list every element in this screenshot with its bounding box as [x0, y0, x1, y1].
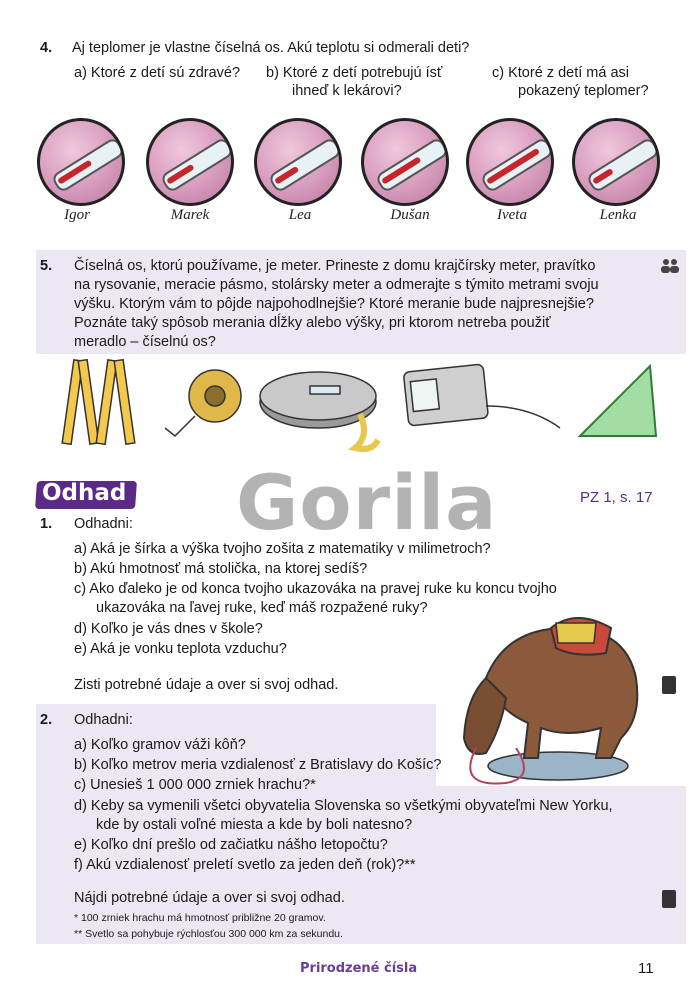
workbook-reference: PZ 1, s. 17 — [580, 489, 653, 506]
list-item: kde by ostali voľné miesta a kde by boli natesno? — [96, 817, 413, 833]
list-item: a) Aká je šírka a výška tvojho zošita z matematiky v milimetroch? — [74, 541, 491, 557]
task-title: Odhadni: — [74, 516, 133, 532]
child-name: Lenka — [599, 207, 637, 223]
list-item: d) Koľko je vás dnes v škole? — [74, 621, 263, 637]
chapter-title: Prirodzené čísla — [300, 961, 418, 976]
list-item: c) Unesieš 1 000 000 zrniek hrachu?* — [74, 777, 316, 793]
subquestion-a: a) Ktoré z detí sú zdravé? — [74, 65, 241, 81]
list-item: d) Keby sa vymenili všetci obyvatelia Slovenska so všetkými obyvateľmi New Yorku, — [74, 798, 613, 814]
child-name: Iveta — [497, 207, 527, 223]
list-item: ukazováka na ľavej ruke, keď máš rozpažené ruky? — [96, 600, 428, 616]
list-item: e) Aká je vonku teplota vzduchu? — [74, 641, 287, 657]
subquestion-b: b) Ktoré z detí potrebujú ísť — [266, 65, 443, 81]
thermometer-image — [572, 118, 660, 206]
task-question: Aj teplomer je vlastne číselná os. Akú teplotu si odmerali deti? — [72, 40, 470, 56]
notebook-icon — [662, 890, 676, 908]
thermometer-image — [466, 118, 554, 206]
child-name: Lea — [288, 207, 312, 223]
task-number: 4. — [40, 40, 53, 56]
list-item: b) Akú hmotnosť má stolička, na ktorej sedíš? — [74, 561, 368, 577]
task-text-line: meradlo – číselnú os? — [74, 334, 216, 350]
child-name: Marek — [170, 207, 210, 223]
footnote: * 100 zrniek hrachu má hmotnosť približne 20 gramov. — [74, 912, 326, 924]
set-square-icon — [580, 366, 656, 436]
list-item: a) Koľko gramov váži kôň? — [74, 737, 246, 753]
list-item: b) Koľko metrov meria vzdialenosť z Bratislavy do Košíc? — [74, 757, 442, 773]
subquestion-c: c) Ktoré z detí má asi — [492, 65, 629, 81]
task-footer: Nájdi potrebné údaje a over si svoj odhad. — [74, 890, 345, 906]
horse-on-scale-illustration — [446, 598, 666, 788]
task-text-line: výšku. Ktorým vám to pôjde najpohodlnejšie? Ktoré meranie bude najpresnejšie? — [74, 296, 594, 312]
task-text-line: Číselná os, ktorú používame, je meter. Prineste z domu krajčírsky meter, pravítko — [74, 258, 596, 274]
footnote: ** Svetlo sa pohybuje rýchlosťou 300 000 km za sekundu. — [74, 928, 343, 940]
subquestion-c-cont: pokazený teplomer? — [518, 83, 649, 99]
measuring-tools-illustration — [60, 356, 660, 456]
page-number: 11 — [638, 960, 654, 977]
thermometer-image — [254, 118, 342, 206]
folding-ruler-icon — [62, 360, 135, 445]
task-number: 1. — [40, 516, 53, 532]
group-work-icon — [659, 258, 681, 274]
tape-measure-icon — [165, 370, 241, 436]
list-item: c) Ako ďaleko je od konca tvojho ukazováka na pravej ruke ku koncu tvojho — [74, 581, 557, 597]
task-title: Odhadni: — [74, 712, 133, 728]
watermark-text: Gorila — [236, 458, 498, 547]
thermometer-image — [146, 118, 234, 206]
subquestion-b-cont: ihneď k lekárovi? — [292, 83, 402, 99]
thermometer-image — [37, 118, 125, 206]
list-item: f) Akú vzdialenosť preletí svetlo za jeden deň (rok)?** — [74, 857, 416, 873]
section-heading: Odhad — [42, 480, 127, 506]
task-number: 5. — [40, 258, 53, 274]
thermometer-image — [361, 118, 449, 206]
child-name: Igor — [64, 207, 90, 223]
list-item: e) Koľko dní prešlo od začiatku nášho letopočtu? — [74, 837, 388, 853]
laser-meter-icon — [403, 364, 560, 428]
measuring-reel-icon — [260, 372, 378, 449]
task-text-line: Poznáte taký spôsob merania dĺžky alebo výšky, pri ktorom netreba použiť — [74, 315, 551, 331]
task-number: 2. — [40, 712, 53, 728]
task-text-line: na rysovanie, meracie pásmo, stolársky meter a odmerajte s týmito metrami svoju — [74, 277, 599, 293]
task-footer: Zisti potrebné údaje a over si svoj odhad. — [74, 677, 339, 693]
child-name: Dušan — [390, 207, 430, 223]
